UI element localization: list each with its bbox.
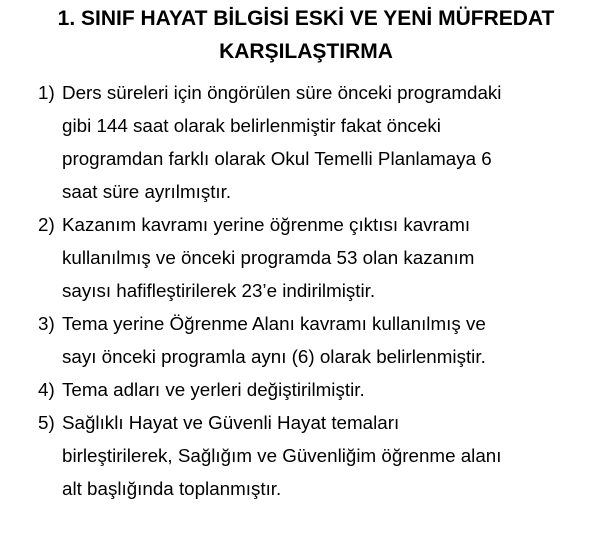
list-item-text-line: gibi 144 saat olarak belirlenmiştir fakat önceki	[62, 115, 441, 136]
list-item-text-line: sayısı hafifleştirilerek 23’e indirilmiştir.	[62, 280, 376, 301]
list-item-text-line: birleştirilerek, Sağlığım ve Güvenliğim öğrenme alanı	[62, 445, 502, 466]
document-title-line-1: 1. SINIF HAYAT BİLGİSİ ESKİ VE YENİ MÜFREDAT	[57, 7, 555, 30]
list-item-number: 2)	[38, 214, 55, 235]
list-item-text-line: alt başlığında toplanmıştır.	[62, 478, 282, 499]
list-item-number: 1)	[38, 82, 55, 103]
list-item-text-line: kullanılmış ve önceki programda 53 olan kazanım	[62, 247, 475, 268]
list-item-text-line: sayı önceki programla aynı (6) olarak belirlenmiştir.	[62, 346, 486, 367]
list-item-text-line: Kazanım kavramı yerine öğrenme çıktısı kavramı	[62, 214, 471, 235]
list-item-number: 4)	[38, 379, 55, 400]
list-item-text-line: Tema yerine Öğrenme Alanı kavramı kullanılmış ve	[62, 313, 486, 334]
list-item-number: 3)	[38, 313, 55, 334]
list-item-text-line: Tema adları ve yerleri değiştirilmiştir.	[62, 379, 365, 400]
list-item-text-line: programdan farklı olarak Okul Temelli Planlamaya 6	[62, 148, 492, 169]
list-item-text-line: Sağlıklı Hayat ve Güvenli Hayat temaları	[62, 412, 400, 433]
comparison-list	[38, 76, 598, 505]
list-item-3	[38, 307, 598, 373]
list-item-1	[38, 76, 598, 208]
list-item-5	[38, 406, 598, 505]
list-item-2	[38, 208, 598, 307]
list-item-text-line: Ders süreleri için öngörülen süre önceki programdaki	[62, 82, 502, 103]
list-item-text-line: saat süre ayrılmıştır.	[62, 181, 232, 202]
list-item-4	[38, 373, 598, 406]
document-title-line-2: KARŞILAŞTIRMA	[219, 40, 393, 63]
list-item-number: 5)	[38, 412, 55, 433]
